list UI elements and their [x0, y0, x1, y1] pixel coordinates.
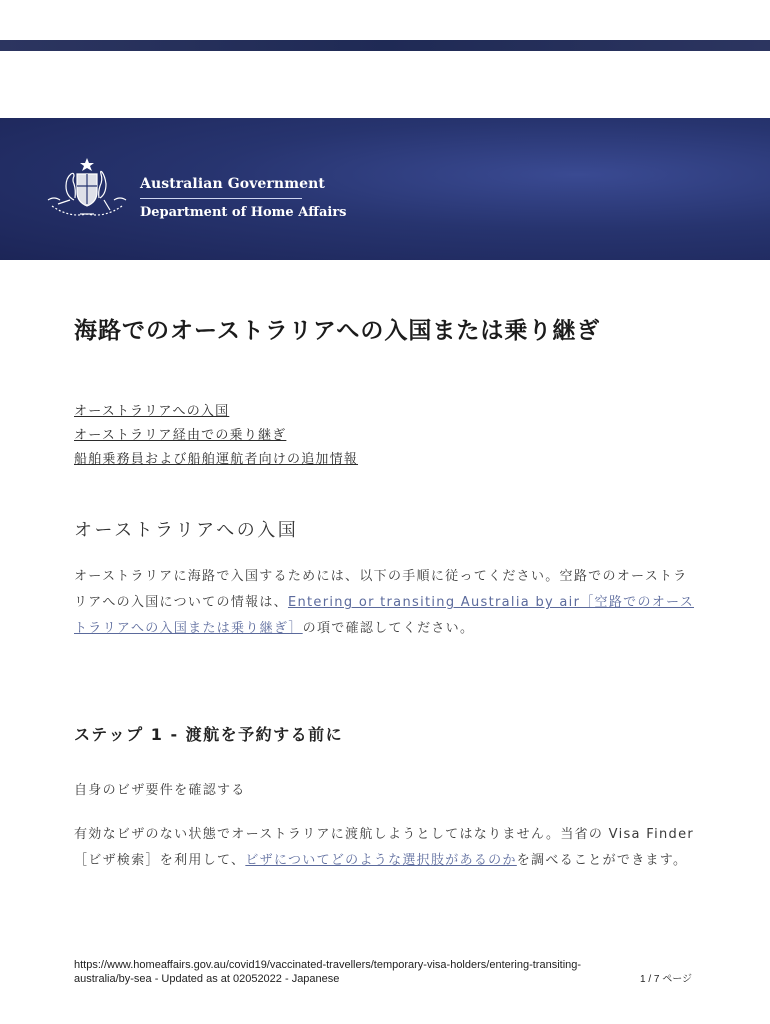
step1-subheading: 自身のビザ要件を確認する — [74, 783, 246, 798]
page-title: 海路でのオーストラリアへの入国または乗り継ぎ — [74, 318, 601, 344]
visa-options-link[interactable]: ビザについてどのような選択肢があるのか — [245, 853, 517, 868]
paragraph-text-end: を調べることができます。 — [516, 853, 688, 868]
step1-heading: ステップ 1 - 渡航を予約する前に — [74, 725, 344, 744]
paragraph-text: オーストラリアに海路で入国するためには、以下の手順に従ってください。空路でのオーストラリアへの入国についての情報は、 — [74, 569, 688, 610]
toc-link-transiting[interactable]: オーストラリア経由での乗り継ぎ — [74, 428, 287, 443]
table-of-contents — [74, 400, 358, 472]
air-travel-link[interactable]: Entering or transiting Australia by air［空路でのオーストラリアへの入国または乗り継ぎ］ — [74, 595, 694, 636]
header-divider — [140, 198, 302, 199]
footer-url: https://www.homeaffairs.gov.au/covid19/vaccinated-travellers/temporary-visa-holders/entering-transiting-australia/by-sea - Updated as at 02052022 - Japanese — [74, 959, 582, 985]
department-name: Department of Home Affairs — [140, 205, 347, 220]
toc-link-crew-info[interactable]: 船舶乗務員および船舶運航者向けの追加情報 — [74, 452, 359, 467]
page-number: 1 / 7 ページ — [640, 974, 693, 985]
toc-link-entering[interactable]: オーストラリアへの入国 — [74, 404, 230, 419]
coat-of-arms-logo — [44, 156, 130, 226]
government-name: Australian Government — [140, 176, 325, 192]
section-entering-paragraph — [74, 564, 700, 642]
paragraph-text-end: の項で確認してください。 — [302, 621, 475, 636]
paragraph-text: 有効なビザのない状態でオーストラリアに渡航しようとしてはなりません。当省の Visa Finder［ビザ検索］を利用して、 — [74, 827, 695, 868]
top-decorative-band — [0, 40, 770, 51]
step1-paragraph — [74, 822, 700, 874]
section-heading-entering: オーストラリアへの入国 — [74, 520, 299, 541]
